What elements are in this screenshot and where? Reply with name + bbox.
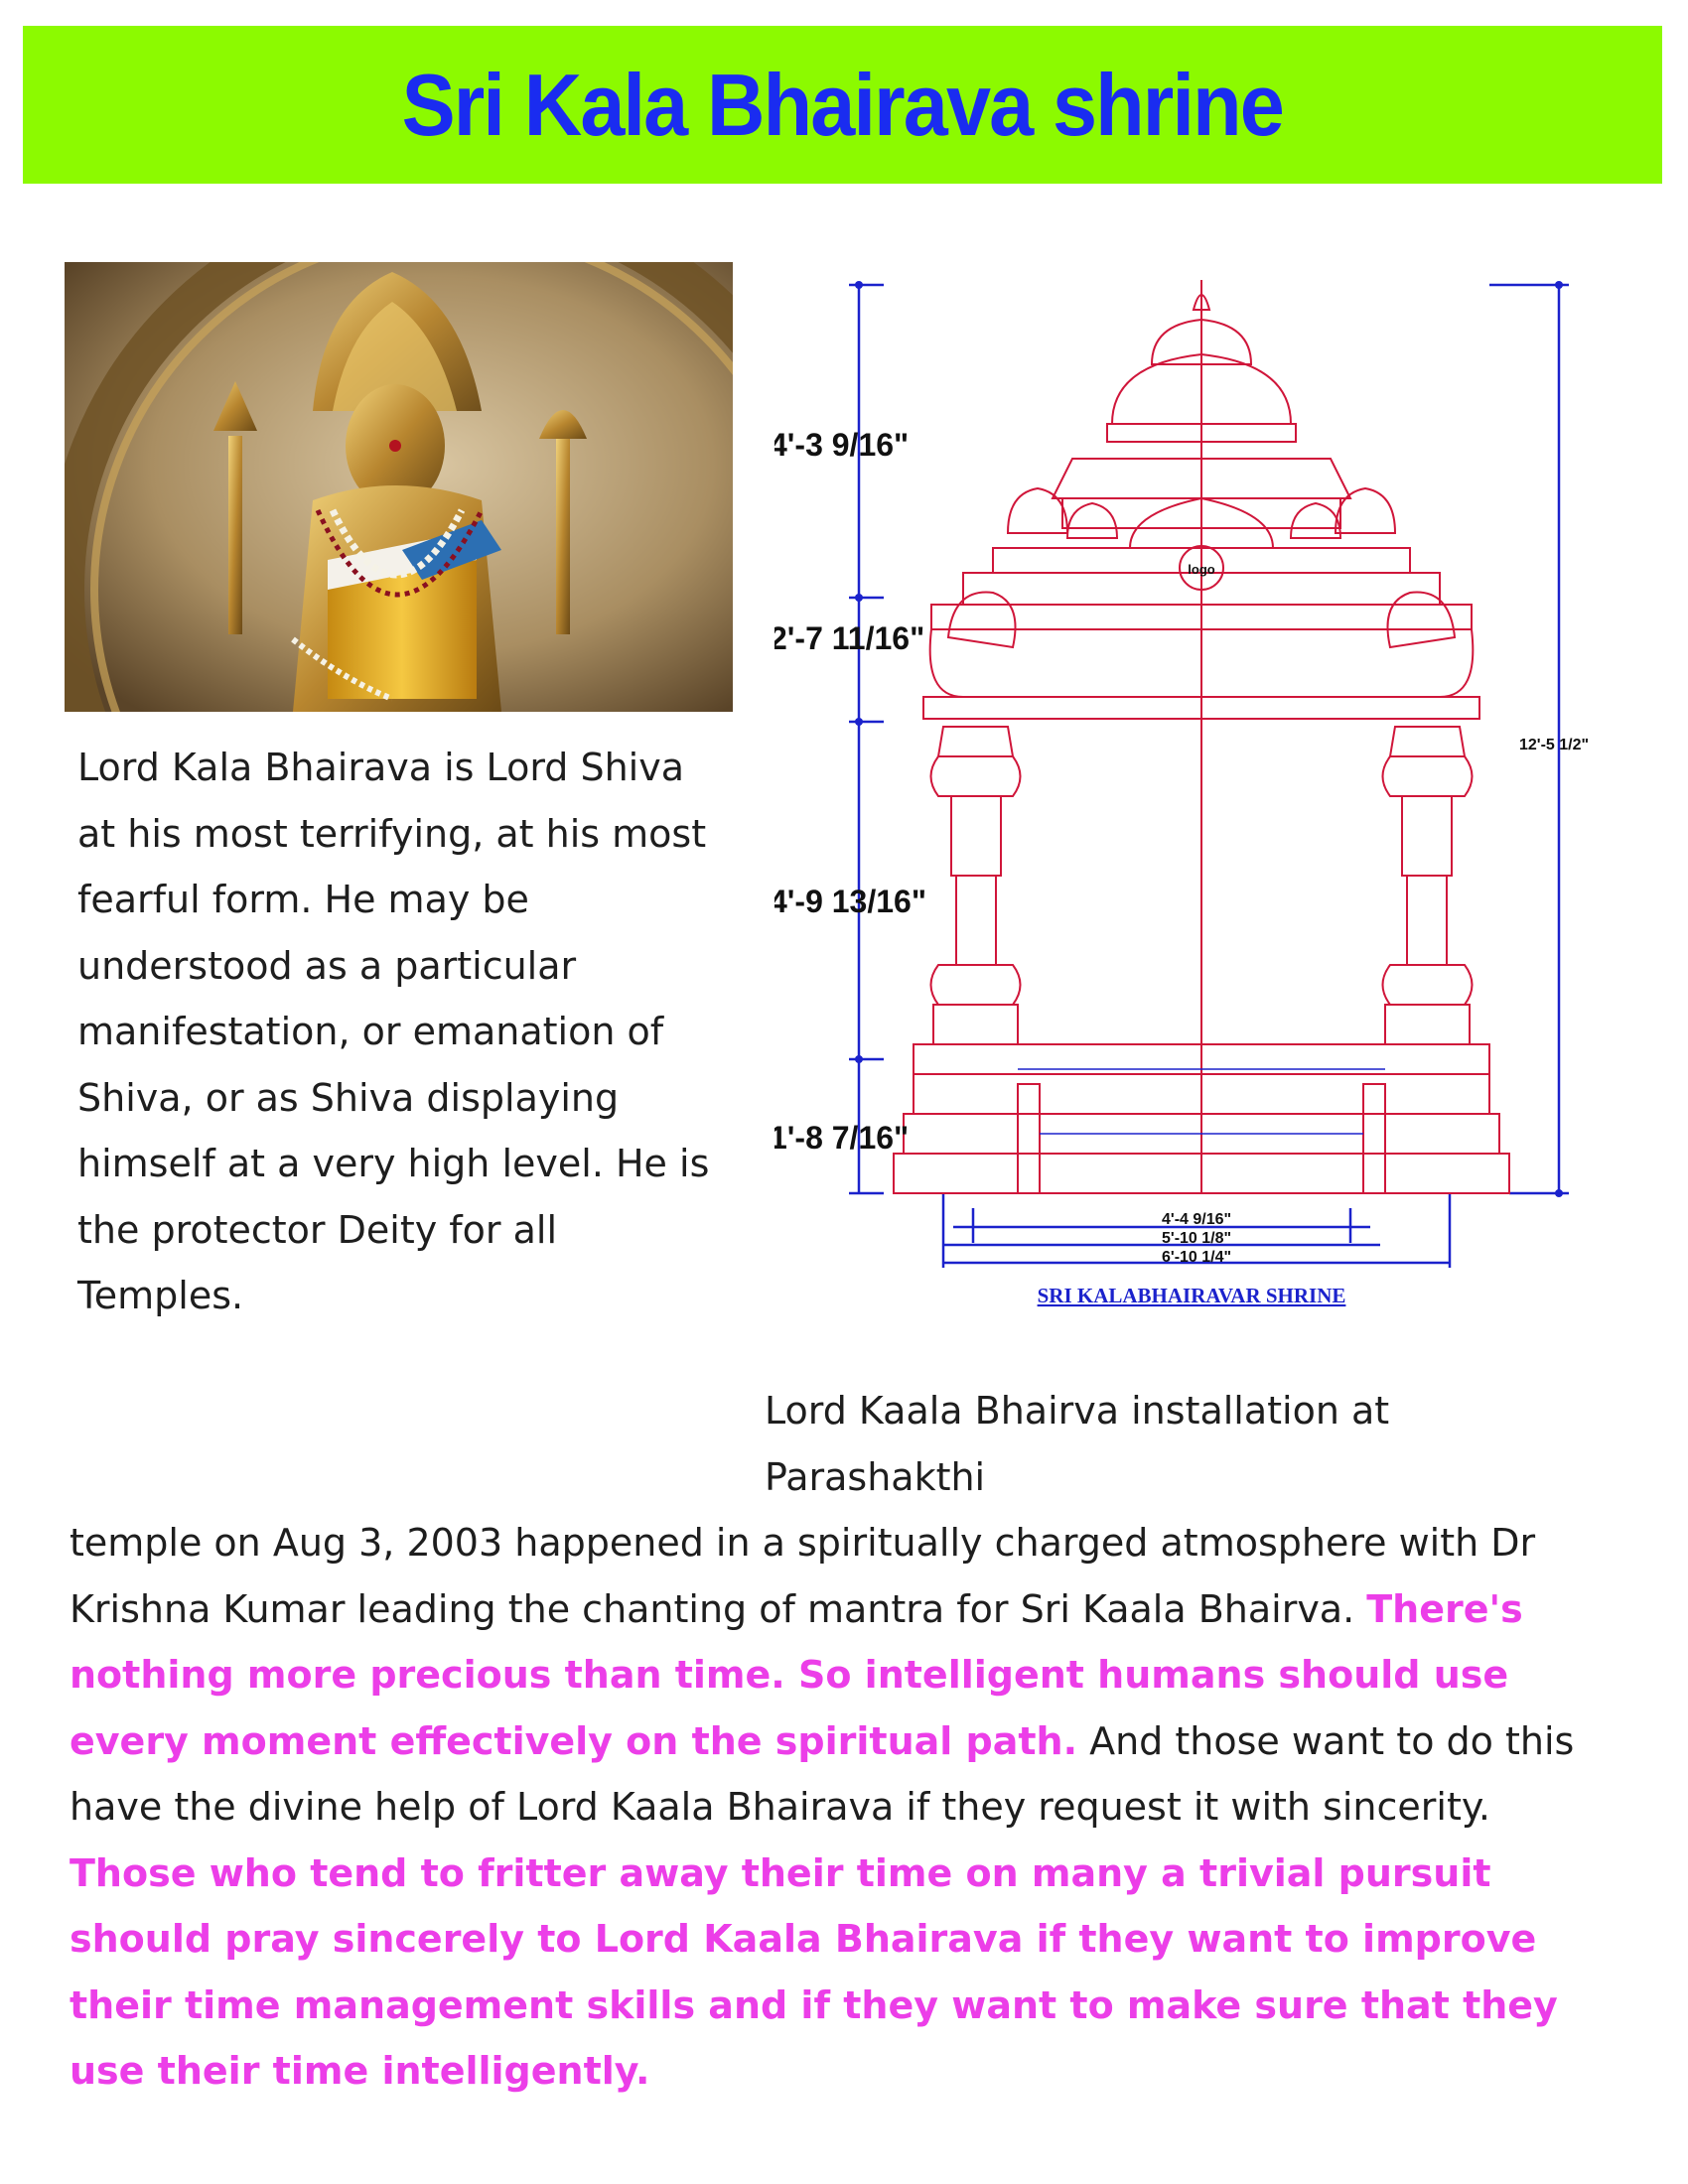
dim-outer-width: 6'-10 1/4" [1162,1249,1232,1266]
story-part-2: And those want to do this have the divine help of Lord Kaala Bhairava if they request it with sincerity. [70,1718,1575,1829]
page-title: Sri Kala Bhairava shrine [401,55,1284,154]
deity-photo [65,262,733,712]
installation-story [70,1378,1599,2105]
dim-dome: 4'-3 9/16" [774,427,910,463]
dim-pillars: 4'-9 13/16" [774,884,926,919]
logo-label: logo [1188,562,1215,577]
story-highlight-1: There's nothing more precious than time. So intelligent humans should use every moment effectively on the spiritual path. [70,1586,1523,1763]
dim-total-height: 12'-5 1/2" [1519,737,1590,753]
story-part-1: temple on Aug 3, 2003 happened in a spiritually charged atmosphere with Dr Krishna Kumar leading the chanting of mantra for Sri Kaala Bhairva. [70,1521,1536,1631]
deity-photo-art [65,262,733,712]
drawing-caption: SRI KALABHAIRAVAR SHRINE [1037,1284,1346,1307]
intro-paragraph: Lord Kala Bhairava is Lord Shiva at his most terrifying, at his most fearful form. He may be understood as a particular manifestation, or emanation of Shiva, or as Shiva displaying himself at a very high level. He is the protector Deity for all Temples. [77,746,710,1317]
dimension-lines [849,285,1569,1268]
story-highlight-2: Those who tend to fritter away their time on many a trivial pursuit should pray sincerely to Lord Kaala Bhairava if they want to improve their time management skills and if they want to make sure that they use their time intelligently. [70,1850,1558,2093]
dim-mid-width: 5'-10 1/8" [1162,1230,1232,1247]
dim-base: 1'-8 7/16" [774,1120,910,1156]
title-banner [23,26,1662,184]
dim-canopy: 2'-7 11/16" [774,620,925,656]
shrine-elevation-svg [774,260,1599,1312]
intro-text [77,735,733,1329]
shrine-drawing [774,260,1599,1312]
story-lead: Lord Kaala Bhairva installation at Parashakthi [765,1389,1390,1499]
dim-inner-width: 4'-4 9/16" [1162,1211,1232,1228]
shrine-outline [894,280,1509,1193]
